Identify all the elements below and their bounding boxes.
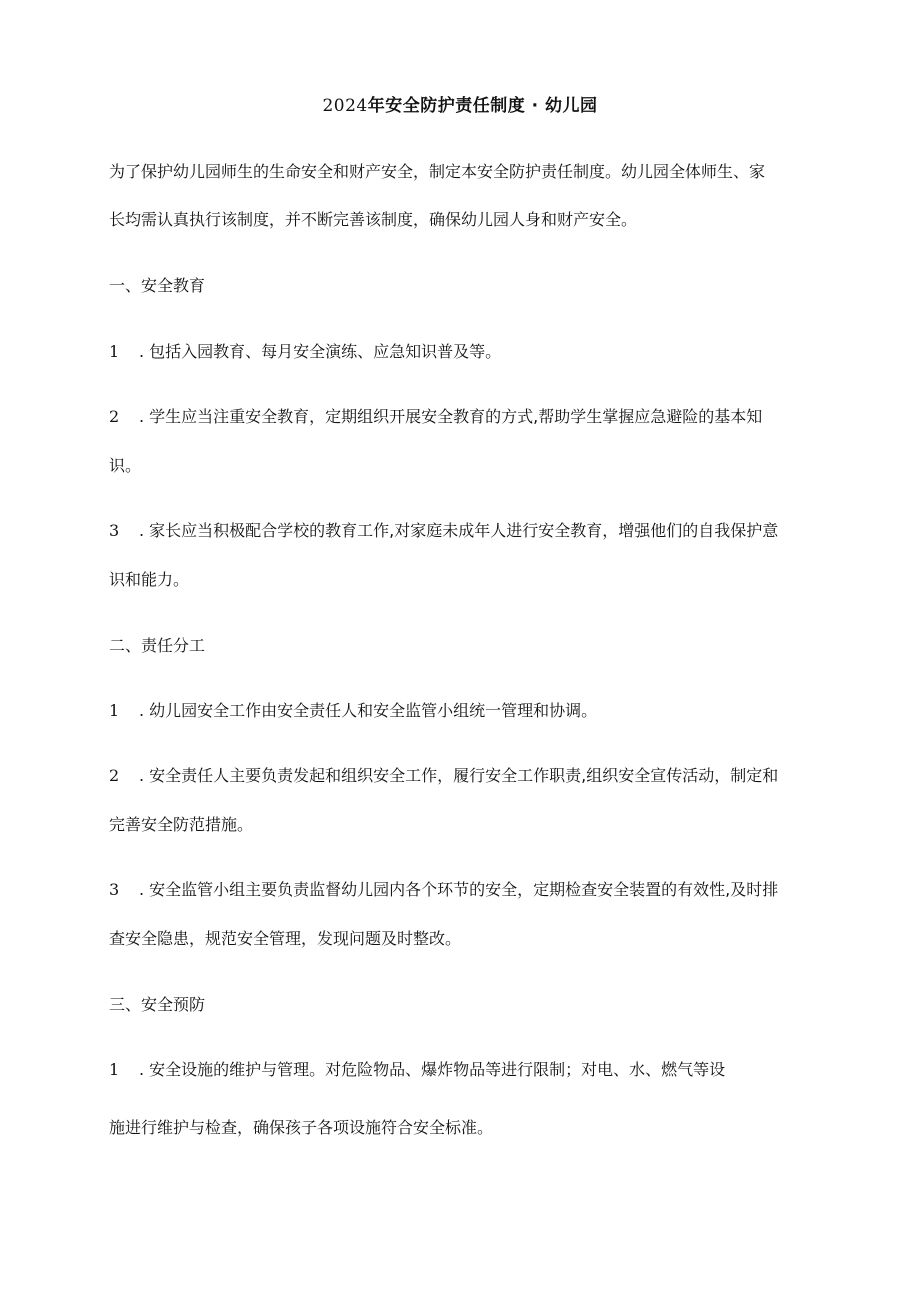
item-number: 3 <box>109 880 120 899</box>
item-number: 2 <box>109 407 120 426</box>
intro-line-2: 长均需认真执行该制度，并不断完善该制度，确保幼儿园人身和财产安全。 <box>109 210 638 229</box>
item-text: . 幼儿园安全工作由安全责任人和安全监管小组统一管理和协调。 <box>139 701 598 720</box>
item-number: 2 <box>109 766 120 785</box>
item-text: . 学生应当注重安全教育，定期组织开展安全教育的方式,帮助学生掌握应急避险的基本知 <box>139 407 763 426</box>
item-text: . 安全责任人主要负责发起和组织安全工作，履行安全工作职责,组织安全宣传活动，制定和 <box>139 766 779 785</box>
section-1-heading: 一、安全教育 <box>109 276 206 295</box>
section-2-heading: 二、责任分工 <box>109 636 206 655</box>
section-2-item-1 <box>109 698 821 724</box>
section-3-heading: 三、安全预防 <box>109 995 206 1014</box>
section-2-item-2 <box>109 763 821 789</box>
item-text: . 安全设施的维护与管理。对危险物品、爆炸物品等进行限制；对电、水、燃气等设 <box>139 1060 726 1079</box>
intro-line-1: 为了保护幼儿园师生的生命安全和财产安全，制定本安全防护责任制度。幼儿园全体师生、家 <box>109 162 766 181</box>
item-number: 1 <box>109 342 120 361</box>
title-year: 2024 <box>322 96 368 116</box>
title-text: 年安全防护责任制度 · 幼儿园 <box>367 96 598 116</box>
section-1-item-1 <box>109 339 821 365</box>
item-text: . 包括入园教育、每月安全演练、应急知识普及等。 <box>139 342 502 361</box>
section-2-item-3-continued: 查安全隐患，规范安全管理，发现问题及时整改。 <box>109 929 462 948</box>
section-1-item-3-continued: 识和能力。 <box>109 570 190 589</box>
section-1-item-2-continued: 识。 <box>109 456 142 475</box>
section-3-item-1-continued: 施进行维护与检查，确保孩子各项设施符合安全标准。 <box>109 1118 494 1137</box>
document-title <box>0 94 920 118</box>
item-number: 3 <box>109 521 120 540</box>
section-1-item-2 <box>109 404 821 430</box>
item-number: 1 <box>109 1060 120 1079</box>
section-2-item-2-continued: 完善安全防范措施。 <box>109 815 254 834</box>
section-2-item-3 <box>109 877 821 903</box>
item-text: . 家长应当积极配合学校的教育工作,对家庭未成年人进行安全教育，增强他们的自我保护意 <box>139 521 779 540</box>
item-text: . 安全监管小组主要负责监督幼儿园内各个环节的安全，定期检查安全装置的有效性,及时排 <box>139 880 779 899</box>
section-3-item-1 <box>109 1057 821 1083</box>
section-1-item-3 <box>109 518 821 544</box>
item-number: 1 <box>109 701 120 720</box>
